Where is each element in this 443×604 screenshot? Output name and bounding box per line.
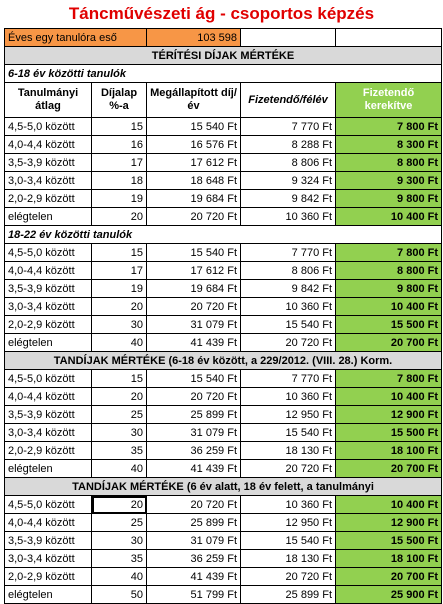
pct-cell[interactable]: 35 — [92, 550, 147, 568]
fee-half-cell[interactable]: 10 360 Ft — [241, 388, 336, 406]
avg-cell[interactable]: 3,0-3,4 között — [5, 298, 92, 316]
header-rounded[interactable]: Fizetendő kerekítve — [336, 83, 442, 118]
avg-cell[interactable]: 4,0-4,4 között — [5, 514, 92, 532]
avg-cell[interactable]: elégtelen — [5, 334, 92, 352]
fee-year-cell[interactable]: 36 259 Ft — [147, 550, 241, 568]
rounded-cell[interactable]: 15 500 Ft — [336, 532, 442, 550]
rounded-cell[interactable]: 18 100 Ft — [336, 442, 442, 460]
avg-cell[interactable]: 3,5-3,9 között — [5, 154, 92, 172]
pct-cell[interactable]: 50 — [92, 586, 147, 604]
rounded-cell[interactable]: 8 800 Ft — [336, 154, 442, 172]
fee-year-cell[interactable]: 31 079 Ft — [147, 316, 241, 334]
section-title-cell[interactable]: TANDÍJAK MÉRTÉKE (6 év alatt, 18 év felett, a tanulmányi — [5, 478, 442, 496]
table-row — [5, 460, 442, 478]
pct-cell[interactable]: 15 — [92, 370, 147, 388]
avg-cell[interactable]: 4,5-5,0 között — [5, 244, 92, 262]
pct-cell[interactable]: 30 — [92, 316, 147, 334]
fee-year-cell[interactable]: 15 540 Ft — [147, 118, 241, 136]
fee-half-cell[interactable]: 18 130 Ft — [241, 550, 336, 568]
table-row — [5, 298, 442, 316]
fee-half-cell[interactable]: 20 720 Ft — [241, 568, 336, 586]
pct-cell[interactable]: 25 — [92, 406, 147, 424]
rounded-cell[interactable]: 9 800 Ft — [336, 280, 442, 298]
pct-cell[interactable]: 40 — [92, 460, 147, 478]
fee-year-cell[interactable]: 17 612 Ft — [147, 154, 241, 172]
fee-year-cell[interactable]: 19 684 Ft — [147, 280, 241, 298]
table-row — [5, 496, 442, 514]
table-row — [5, 334, 442, 352]
table-row — [5, 586, 442, 604]
avg-cell[interactable]: 3,0-3,4 között — [5, 424, 92, 442]
avg-cell[interactable]: 3,0-3,4 között — [5, 550, 92, 568]
fee-half-cell[interactable]: 10 360 Ft — [241, 298, 336, 316]
pct-cell[interactable]: 20 — [92, 298, 147, 316]
header-pct[interactable]: Díjalap %-a — [92, 83, 147, 118]
empty-cell[interactable] — [336, 29, 442, 47]
table-row — [5, 280, 442, 298]
fee-half-cell[interactable]: 7 770 Ft — [241, 118, 336, 136]
pct-cell[interactable]: 15 — [92, 118, 147, 136]
pct-cell[interactable]: 20 — [92, 496, 147, 514]
fee-half-cell[interactable]: 8 806 Ft — [241, 154, 336, 172]
fee-half-cell[interactable]: 8 806 Ft — [241, 262, 336, 280]
rounded-cell[interactable]: 7 800 Ft — [336, 118, 442, 136]
pct-cell[interactable]: 30 — [92, 424, 147, 442]
avg-cell[interactable]: 2,0-2,9 között — [5, 442, 92, 460]
avg-cell[interactable]: 4,5-5,0 között — [5, 496, 92, 514]
fee-year-cell[interactable]: 51 799 Ft — [147, 586, 241, 604]
pct-cell[interactable]: 40 — [92, 568, 147, 586]
fee-year-cell[interactable]: 41 439 Ft — [147, 334, 241, 352]
table-row — [5, 172, 442, 190]
rounded-cell[interactable]: 20 700 Ft — [336, 568, 442, 586]
fee-year-cell[interactable]: 15 540 Ft — [147, 370, 241, 388]
fee-year-cell[interactable]: 31 079 Ft — [147, 532, 241, 550]
fee-half-cell[interactable]: 20 720 Ft — [241, 334, 336, 352]
fee-half-cell[interactable]: 10 360 Ft — [241, 496, 336, 514]
pct-cell[interactable]: 18 — [92, 172, 147, 190]
avg-cell[interactable]: 3,5-3,9 között — [5, 406, 92, 424]
fee-half-cell[interactable]: 20 720 Ft — [241, 460, 336, 478]
pct-cell[interactable]: 17 — [92, 154, 147, 172]
table-row — [5, 262, 442, 280]
group-title-cell[interactable]: 18-22 év közötti tanulók — [5, 226, 442, 244]
pct-cell[interactable]: 15 — [92, 244, 147, 262]
avg-cell[interactable]: elégtelen — [5, 208, 92, 226]
rounded-cell[interactable]: 9 300 Ft — [336, 172, 442, 190]
pct-cell[interactable]: 25 — [92, 514, 147, 532]
group-title-cell[interactable]: 6-18 év közötti tanulók — [5, 65, 442, 83]
annual-label-cell[interactable]: Éves egy tanulóra eső — [5, 29, 147, 47]
avg-cell[interactable]: 4,0-4,4 között — [5, 388, 92, 406]
fee-half-cell[interactable]: 25 899 Ft — [241, 586, 336, 604]
fee-year-cell[interactable]: 20 720 Ft — [147, 388, 241, 406]
fee-year-cell[interactable]: 17 612 Ft — [147, 262, 241, 280]
sheet-title: Táncművészeti ág - csoportos képzés — [0, 0, 443, 28]
avg-cell[interactable]: 2,0-2,9 között — [5, 316, 92, 334]
rounded-cell[interactable]: 20 700 Ft — [336, 460, 442, 478]
header-row — [5, 83, 442, 118]
fee-half-cell[interactable]: 12 950 Ft — [241, 406, 336, 424]
pct-cell[interactable]: 40 — [92, 334, 147, 352]
fee-half-cell[interactable]: 7 770 Ft — [241, 370, 336, 388]
avg-cell[interactable]: 4,0-4,4 között — [5, 136, 92, 154]
fee-half-cell[interactable]: 9 324 Ft — [241, 172, 336, 190]
pct-cell[interactable]: 19 — [92, 190, 147, 208]
table-row — [5, 442, 442, 460]
rounded-cell[interactable]: 12 900 Ft — [336, 406, 442, 424]
rounded-cell[interactable]: 9 800 Ft — [336, 190, 442, 208]
rounded-cell[interactable]: 15 500 Ft — [336, 424, 442, 442]
fee-half-cell[interactable]: 15 540 Ft — [241, 316, 336, 334]
pct-cell[interactable]: 20 — [92, 208, 147, 226]
rounded-cell[interactable]: 8 300 Ft — [336, 136, 442, 154]
rounded-cell[interactable]: 10 400 Ft — [336, 208, 442, 226]
fee-year-cell[interactable]: 41 439 Ft — [147, 460, 241, 478]
pct-cell[interactable]: 20 — [92, 388, 147, 406]
table-row — [5, 118, 442, 136]
table-row — [5, 208, 442, 226]
header-fee-year[interactable]: Megállapított díj/év — [147, 83, 241, 118]
fee-year-cell[interactable]: 16 576 Ft — [147, 136, 241, 154]
fee-half-cell[interactable]: 18 130 Ft — [241, 442, 336, 460]
fee-year-cell[interactable]: 41 439 Ft — [147, 568, 241, 586]
annual-value-cell[interactable]: 103 598 — [147, 29, 241, 47]
rounded-cell[interactable]: 7 800 Ft — [336, 370, 442, 388]
section-title-cell[interactable]: TÉRÍTÉSI DÍJAK MÉRTÉKE — [5, 47, 442, 65]
fee-year-cell[interactable]: 20 720 Ft — [147, 208, 241, 226]
rounded-cell[interactable]: 25 900 Ft — [336, 586, 442, 604]
avg-cell[interactable]: 3,0-3,4 között — [5, 172, 92, 190]
table-row — [5, 514, 442, 532]
table-row — [5, 136, 442, 154]
empty-cell[interactable] — [241, 29, 336, 47]
pct-cell[interactable]: 17 — [92, 262, 147, 280]
rounded-cell[interactable]: 10 400 Ft — [336, 298, 442, 316]
table-row — [5, 424, 442, 442]
fee-half-cell[interactable]: 15 540 Ft — [241, 424, 336, 442]
fee-year-cell[interactable]: 19 684 Ft — [147, 190, 241, 208]
fee-year-cell[interactable]: 18 648 Ft — [147, 172, 241, 190]
avg-cell[interactable]: 3,5-3,9 között — [5, 280, 92, 298]
table-row — [5, 244, 442, 262]
table-row — [5, 406, 442, 424]
avg-cell[interactable]: 4,5-5,0 között — [5, 118, 92, 136]
fee-half-cell[interactable]: 15 540 Ft — [241, 532, 336, 550]
avg-cell[interactable]: 2,0-2,9 között — [5, 568, 92, 586]
table-row — [5, 388, 442, 406]
rounded-cell[interactable]: 15 500 Ft — [336, 316, 442, 334]
fee-year-cell[interactable]: 20 720 Ft — [147, 496, 241, 514]
fee-half-cell[interactable]: 10 360 Ft — [241, 208, 336, 226]
fee-year-cell[interactable]: 36 259 Ft — [147, 442, 241, 460]
avg-cell[interactable]: 2,0-2,9 között — [5, 190, 92, 208]
fee-half-cell[interactable]: 7 770 Ft — [241, 244, 336, 262]
pct-cell[interactable]: 30 — [92, 532, 147, 550]
table-row — [5, 154, 442, 172]
rounded-cell[interactable]: 7 800 Ft — [336, 244, 442, 262]
fee-year-cell[interactable]: 31 079 Ft — [147, 424, 241, 442]
fee-table — [4, 28, 442, 604]
section-title-cell[interactable]: TANDÍJAK MÉRTÉKE (6-18 év között, a 229/2012. (VIII. 28.) Korm. — [5, 352, 442, 370]
fee-half-cell[interactable]: 9 842 Ft — [241, 280, 336, 298]
avg-cell[interactable]: elégtelen — [5, 460, 92, 478]
table-row — [5, 568, 442, 586]
fee-year-cell[interactable]: 25 899 Ft — [147, 514, 241, 532]
rounded-cell[interactable]: 8 800 Ft — [336, 262, 442, 280]
fee-half-cell[interactable]: 9 842 Ft — [241, 190, 336, 208]
pct-cell[interactable]: 19 — [92, 280, 147, 298]
fee-year-cell[interactable]: 25 899 Ft — [147, 406, 241, 424]
rounded-cell[interactable]: 10 400 Ft — [336, 496, 442, 514]
fee-year-cell[interactable]: 15 540 Ft — [147, 244, 241, 262]
annual-row — [5, 29, 442, 47]
avg-cell[interactable]: 4,5-5,0 között — [5, 370, 92, 388]
rounded-cell[interactable]: 10 400 Ft — [336, 388, 442, 406]
table-row — [5, 316, 442, 334]
fee-half-cell[interactable]: 8 288 Ft — [241, 136, 336, 154]
rounded-cell[interactable]: 18 100 Ft — [336, 550, 442, 568]
fee-year-cell[interactable]: 20 720 Ft — [147, 298, 241, 316]
rounded-cell[interactable]: 20 700 Ft — [336, 334, 442, 352]
avg-cell[interactable]: elégtelen — [5, 586, 92, 604]
header-avg[interactable]: Tanulmányi átlag — [5, 83, 92, 118]
avg-cell[interactable]: 3,5-3,9 között — [5, 532, 92, 550]
table-row — [5, 370, 442, 388]
pct-cell[interactable]: 16 — [92, 136, 147, 154]
avg-cell[interactable]: 4,0-4,4 között — [5, 262, 92, 280]
fee-half-cell[interactable]: 12 950 Ft — [241, 514, 336, 532]
table-row — [5, 532, 442, 550]
rounded-cell[interactable]: 12 900 Ft — [336, 514, 442, 532]
header-fee-half[interactable]: Fizetendő/félév — [241, 83, 336, 118]
table-row — [5, 190, 442, 208]
table-row — [5, 550, 442, 568]
pct-cell[interactable]: 35 — [92, 442, 147, 460]
